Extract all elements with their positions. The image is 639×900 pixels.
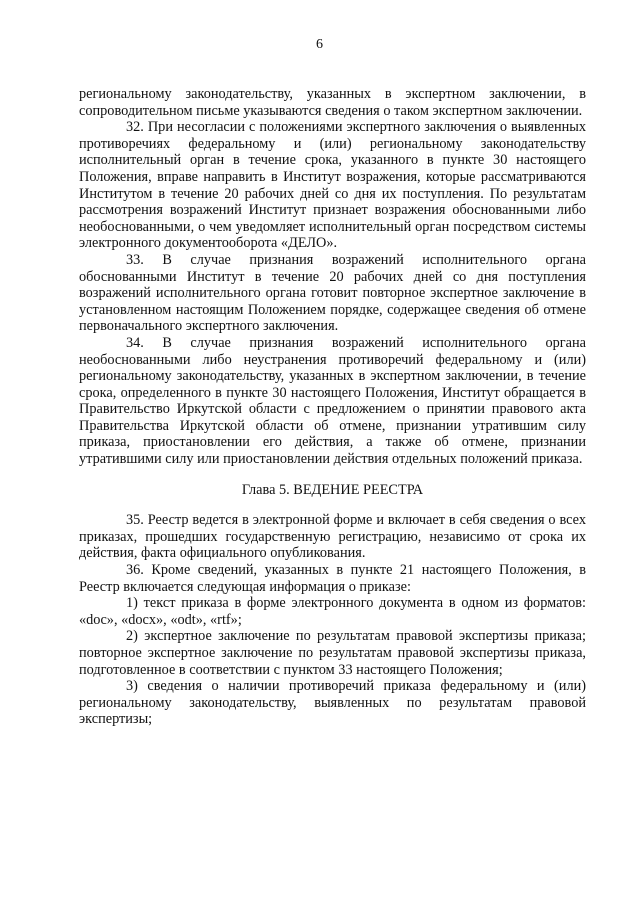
page-number: 6 (316, 37, 323, 52)
list-item-2: 2) экспертное заключение по результатам правовой экспертизы приказа; повторное экспертное заключение по результатам правовой экспертизы приказа, подготовленное в соответствии с пунктом 33 настоящего Положения; (79, 628, 586, 678)
paragraph-32: 32. При несогласии с положениями экспертного заключения о выявленных противоречиях федеральному и (или) региональному законодательству исполнительный орган в течение срока, указанного в пункте 30 настоящего Положения, вправе направить в Институт возражения, которые рассматриваются Институтом в течение 20 рабочих дней со дня их поступления. По результатам рассмотрения возражений Институт признает возражения обоснованными либо необоснованными, о чем уведомляет исполнительный орган посредством системы электронного документооборота «ДЕЛО». (79, 119, 586, 252)
paragraph-34: 34. В случае признания возражений исполнительного органа необоснованными либо неустранения противоречий федеральному и (или) региональному законодательству, указанных в экспертном заключении, в течение срока, определенного в пункте 30 настоящего Положения, Институт обращается в Правительство Иркутской области с предложением о принятии правового акта Правительства Иркутской области об отмене, признании утратившим силу приказа, приостановлении его действия, а также об отмене, признании утратившими силу или приостановлении действия отдельных положений приказа. (79, 334, 586, 468)
list-item-3: 3) сведения о наличии противоречий приказа федеральному и (или) региональному законодательству, выявленных по результатам правовой экспертизы; (79, 678, 586, 728)
paragraph-continuation: региональному законодательству, указанных в экспертном заключении, в сопроводительном письме указываются сведения о таком экспертном заключении. (79, 86, 586, 119)
paragraph-33: 33. В случае признания возражений исполнительного органа обоснованными Институт в течение 20 рабочих дней со дня поступления возражений исполнительного органа готовит повторное экспертное заключение в установленном настоящим Положением порядке, содержащее сведения об отмене первоначального экспертного заключения. (79, 251, 586, 335)
paragraph-36: 36. Кроме сведений, указанных в пункте 21 настоящего Положения, в Реестр включается следующая информация о приказе: (79, 562, 586, 595)
chapter-heading: Глава 5. ВЕДЕНИЕ РЕЕСТРА (241, 481, 424, 498)
list-item-1: 1) текст приказа в форме электронного документа в одном из форматов: «doc», «docx», «odt», «rtf»; (79, 595, 586, 628)
document-body (79, 86, 586, 728)
paragraph-35: 35. Реестр ведется в электронной форме и включает в себя сведения о всех приказах, прошедших государственную регистрацию, независимо от срока их действия, факта официального опубликования. (79, 512, 586, 562)
